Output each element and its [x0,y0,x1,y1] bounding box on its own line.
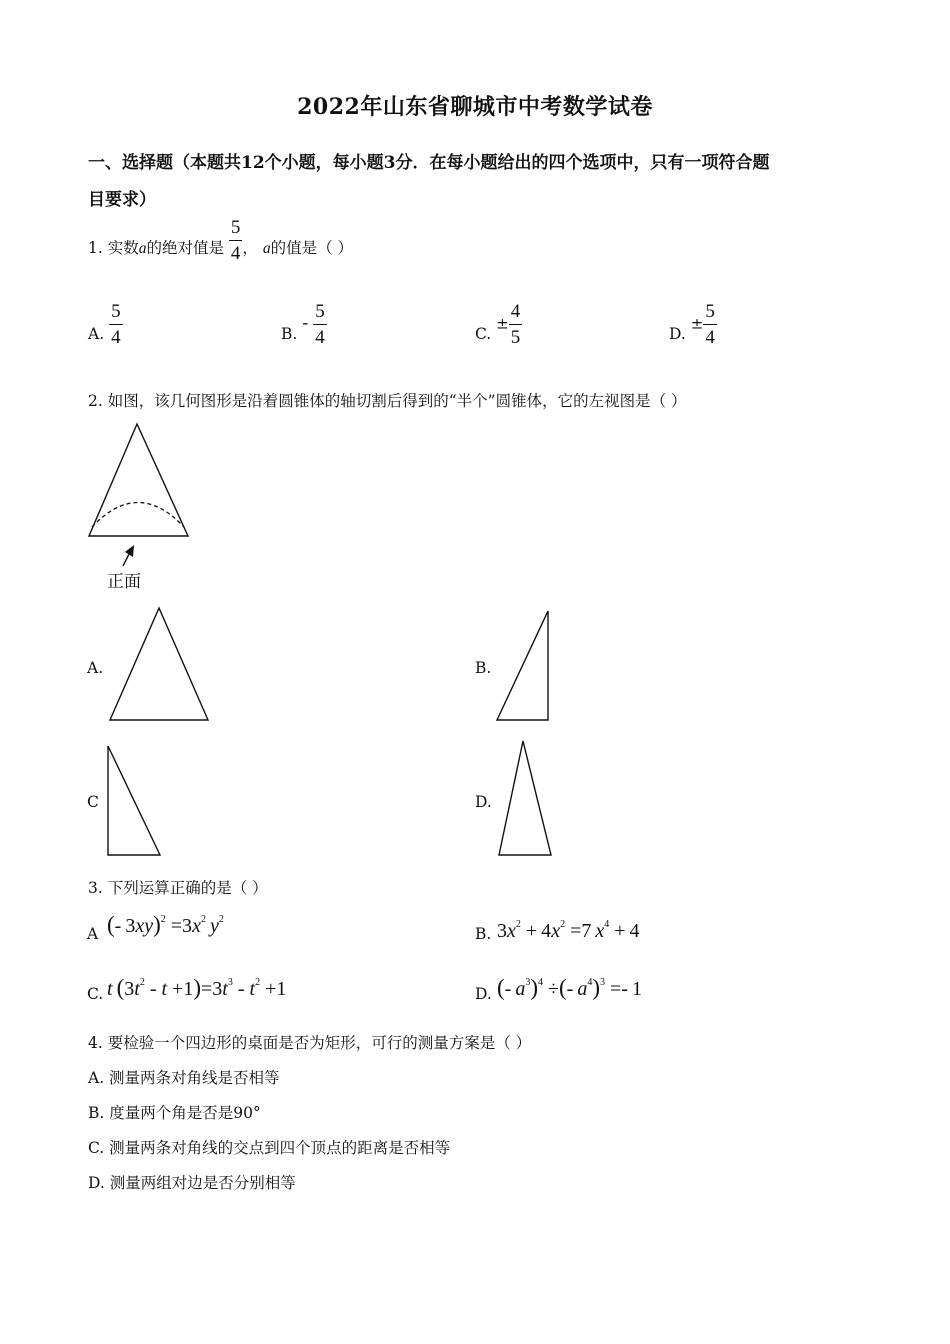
q1-mid: 的绝对值是 [146,238,224,257]
q1-option-a-num: 5 [109,302,123,325]
q1-option-c-sign: ± [496,314,509,333]
question-4: 4. 要检验一个四边形的桌面是否为矩形，可行的测量方案是（ ） [88,1034,532,1052]
q1-var2: a [262,239,271,257]
page-title: 2022年山东省聊城市中考数学试卷 [297,94,653,120]
q3-option-c-expr: t $(3t^2 - t +1)=3t^3 - t^2 +1$ [107,975,287,1000]
q4-option-d[interactable]: D. 测量两组对边是否分别相等 [88,1174,296,1192]
q3-option-b-label[interactable]: B. [475,925,492,943]
question-3: 3. 下列运算正确的是（ ） [88,879,268,897]
q4-option-a[interactable]: A. 测量两条对角线是否相等 [88,1069,280,1087]
q1-option-d-den: 4 [705,327,715,348]
q1-option-a-label: A. [88,324,105,343]
q4-option-b[interactable]: B. 度量两个角是否是90° [88,1104,261,1122]
q1-frac-num: 5 [229,218,243,241]
q1-var: a [138,239,147,257]
q3-option-c-label[interactable]: C. [87,985,104,1003]
q1-comma: ， [242,238,258,257]
section-heading-line1: 一、选择题（本题共12个小题，每小题3分．在每小题给出的四个选项中，只有一项符合题 [88,153,770,173]
q1-option-d-label: D. [669,324,686,343]
q2-option-a-label[interactable]: A. [87,659,104,677]
q1-option-b-sign: - [302,312,309,334]
q3-option-b-expr: $3x^2 + 4x^2 =7$ $x^4 + 4$ [497,919,640,942]
q2-option-d-label[interactable]: D. [475,793,492,811]
q1-frac-den: 4 [230,243,241,264]
q3-option-d-label[interactable]: D. [475,985,492,1003]
q1-option-a-den: 4 [111,327,121,348]
q3-option-d-expr: (- $a^3)^4$ ÷(- $a^4)^3 =- 1$ [497,975,642,1000]
q2-option-b-label[interactable]: B. [475,659,492,677]
q1-option-b-label: B. [281,324,298,343]
q1-prefix: 1. 实数 [88,238,139,257]
q1-option-b-num: 5 [313,302,327,325]
q1-option-b-den: 4 [315,327,325,348]
q1-option-d-num: 5 [703,302,717,325]
question-2: 2. 如图，该几何图形是沿着圆锥体的轴切割后得到的“半个”圆锥体，它的左视图是（ ） [88,392,687,410]
q2-option-c-label[interactable]: C [87,793,99,811]
q1-option-c-den: 5 [510,327,521,348]
q1-option-d-sign: ± [690,314,704,333]
section-heading-line2: 目要求） [88,190,156,210]
front-label: 正面 [107,572,141,592]
q3-option-a-expr: (- $3xy)^2 =3x^2$ $y^2$ [107,912,224,937]
q3-option-a-label[interactable]: A [87,925,99,943]
q4-option-c[interactable]: C. 测量两条对角线的交点到四个顶点的距离是否相等 [88,1139,451,1157]
q1-option-c-num: 4 [509,302,523,325]
q1-suffix: 的值是（ ） [270,238,354,257]
q1-option-c-label: C. [475,324,492,343]
